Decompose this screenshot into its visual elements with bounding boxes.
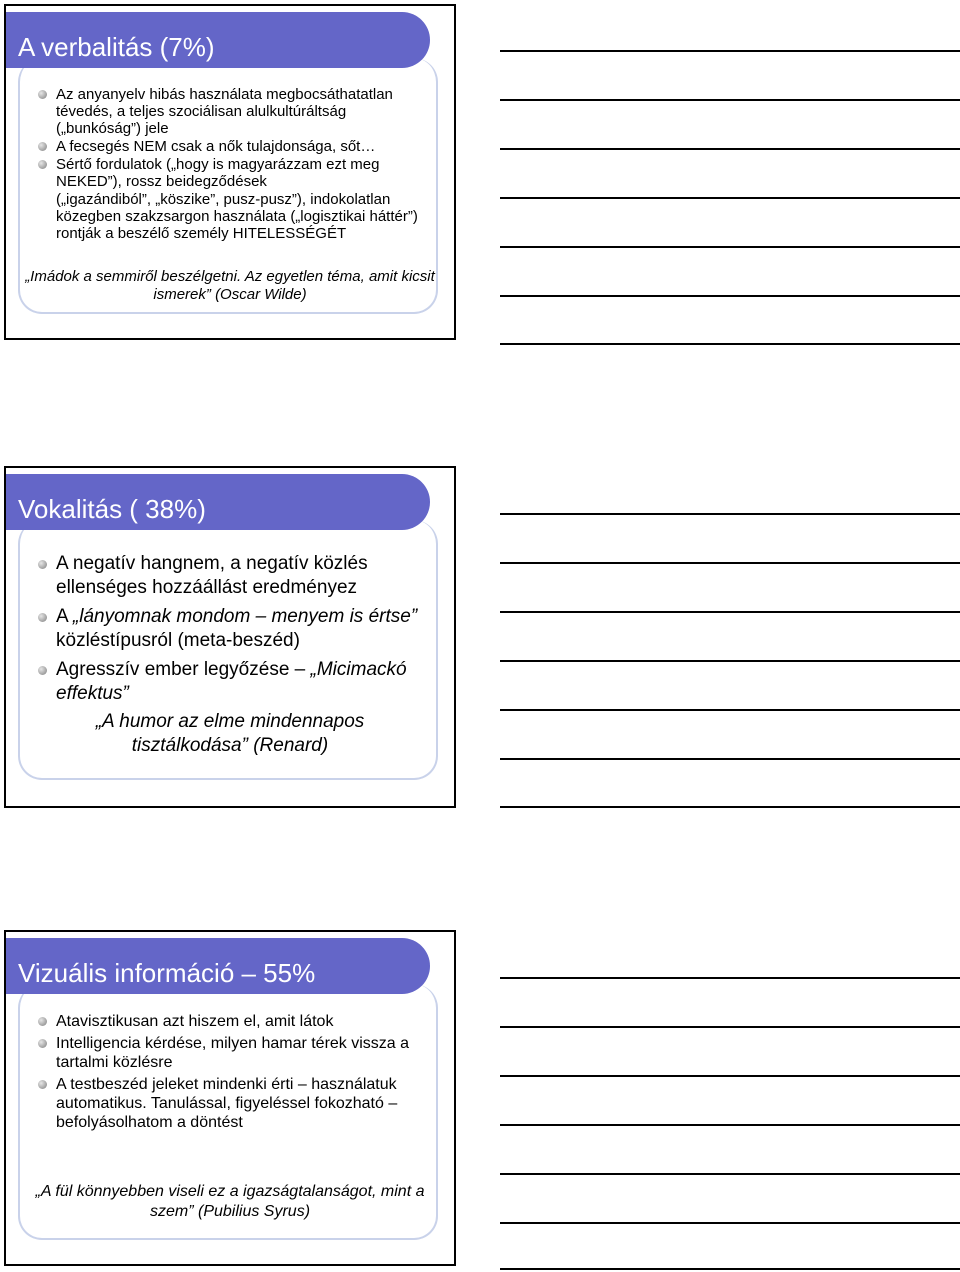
bullet-icon xyxy=(38,90,47,99)
quote-text: „Imádok a semmiről beszélgetni. Az egyetlen téma, amit kicsit ismerek” xyxy=(25,268,435,303)
bullet-text: A fecsegés NEM csak a nők tulajdonsága, sőt… xyxy=(56,138,376,155)
bullet-icon xyxy=(38,142,47,151)
note-line xyxy=(500,99,960,101)
note-line xyxy=(500,343,960,345)
bullet-icon xyxy=(38,666,47,675)
bullet-icon xyxy=(38,560,47,569)
slide-header-bar xyxy=(6,938,430,994)
bullet-text: Agresszív ember legyőzése – xyxy=(56,659,311,680)
bullet-text: Sértő fordulatok („hogy is magyarázzam ezt meg NEKED”), rossz beidegződések xyxy=(56,156,380,190)
quote-source: (Pubilius Syrus) xyxy=(197,1203,311,1220)
slide-1 xyxy=(4,4,456,340)
quote-source: (Oscar Wilde) xyxy=(215,286,307,303)
list-item xyxy=(6,156,454,190)
note-line xyxy=(500,197,960,199)
note-line xyxy=(500,1222,960,1224)
list-item xyxy=(6,1012,454,1031)
bullet-text: Az anyanyelv hibás használata megbocsáthatatlan tévedés, a teljes szociálisan alulkultúráltság („bunkóság”) jele xyxy=(56,86,393,137)
quote-text: „A humor az elme mindennapos tisztálkodása” xyxy=(95,711,365,756)
quote-source: (Renard) xyxy=(253,735,329,756)
bullet-text: Intelligencia kérdése, milyen hamar térek vissza a tartalmi közlésre xyxy=(56,1035,410,1071)
bullet-icon xyxy=(38,1017,47,1026)
list-item xyxy=(6,138,454,155)
slide-title: Vizuális információ – 55% xyxy=(18,958,316,988)
slide-header-bar xyxy=(6,474,430,530)
note-line xyxy=(500,1026,960,1028)
note-line xyxy=(500,513,960,515)
note-line xyxy=(500,148,960,150)
bullet-icon xyxy=(38,1080,47,1089)
note-line xyxy=(500,1124,960,1126)
list-item xyxy=(6,1075,454,1132)
title-underline xyxy=(18,988,398,990)
bullet-icon xyxy=(38,1039,47,1048)
note-line xyxy=(500,611,960,613)
slide-3 xyxy=(4,930,456,1266)
note-line xyxy=(500,562,960,564)
bullet-text: A negatív hangnem, a negatív közlés ellenséges hozzáállást eredményez xyxy=(56,553,368,598)
note-line xyxy=(500,50,960,52)
list-item xyxy=(6,552,454,600)
bullet-text-suffix: közléstípusról (meta-beszéd) xyxy=(56,630,300,651)
note-line xyxy=(500,1173,960,1175)
note-line xyxy=(500,246,960,248)
note-line xyxy=(500,977,960,979)
bullet-list xyxy=(6,552,454,706)
note-line xyxy=(500,758,960,760)
note-line xyxy=(500,1268,960,1270)
bullet-list xyxy=(6,86,454,242)
continuation-text: („igazándiból”, „köszike”, pusz-pusz”), indokolatlan közegben szakzsargon használata („logisztikai háttér”) rontják a beszélő személy HITELESSÉGÉT xyxy=(56,191,418,242)
note-line xyxy=(500,806,960,808)
bullet-icon xyxy=(38,160,47,169)
quote xyxy=(22,1182,438,1222)
note-line xyxy=(500,660,960,662)
title-underline xyxy=(18,524,398,526)
quote xyxy=(22,268,438,304)
quote xyxy=(66,710,394,758)
bullet-text-italic: „lányomnak mondom – menyem is értse” xyxy=(72,606,418,627)
note-line xyxy=(500,709,960,711)
bullet-text-prefix: A xyxy=(56,606,73,627)
note-line xyxy=(500,1075,960,1077)
bullet-text: A testbeszéd jeleket mindenki érti – használatuk automatikus. Tanulással, figyeléssel fokozható – befolyásolhatom a döntést xyxy=(56,1076,398,1131)
list-item xyxy=(6,658,454,706)
slide-title: Vokalitás ( 38%) xyxy=(18,494,206,524)
bullet-icon xyxy=(38,613,47,622)
bullet-text-italic: „Micimackó effektus” xyxy=(56,659,407,704)
slide-header-bar xyxy=(6,12,430,68)
slide-2 xyxy=(4,466,456,808)
bullet-text: Atavisztikusan azt hiszem el, amit látok xyxy=(56,1013,334,1030)
list-item xyxy=(6,86,454,137)
list-item xyxy=(6,1034,454,1072)
slide-title: A verbalitás (7%) xyxy=(18,32,215,62)
list-item xyxy=(6,605,454,653)
list-item-continuation xyxy=(6,191,454,242)
note-line xyxy=(500,295,960,297)
quote-text: „A fül könnyebben viseli ez a igazságtalanságot, mint a szem” xyxy=(35,1183,425,1220)
bullet-list xyxy=(6,1012,454,1132)
